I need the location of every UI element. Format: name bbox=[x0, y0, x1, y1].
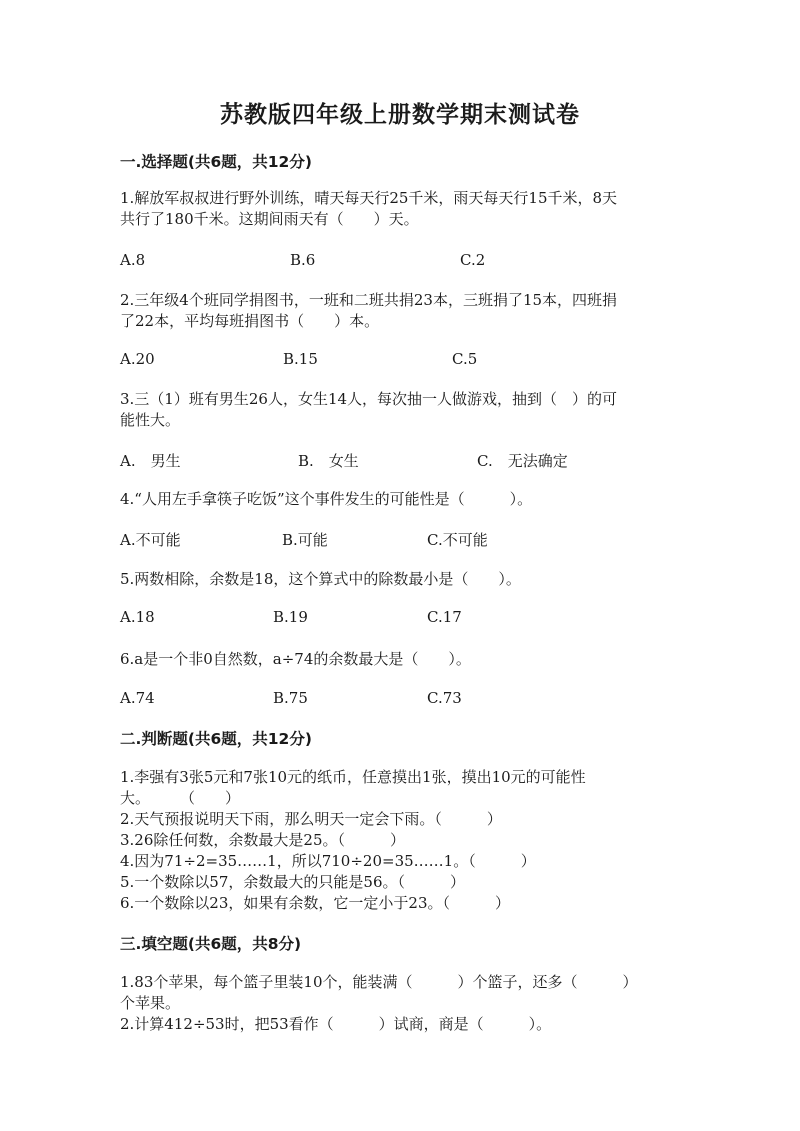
q5-option-c: C.17 bbox=[427, 608, 462, 626]
fill-line-3: 2.计算412÷53时，把53看作（ ）试商，商是（ ）。 bbox=[120, 1015, 552, 1033]
q2-option-a: A.20 bbox=[120, 350, 155, 368]
q6-option-b: B.75 bbox=[273, 689, 308, 707]
q6-option-c: C.73 bbox=[427, 689, 462, 707]
q4-option-b: B.可能 bbox=[282, 531, 328, 549]
q3-option-c: C. 无法确定 bbox=[477, 452, 568, 470]
section-1-heading: 一.选择题(共6题，共12分) bbox=[120, 153, 312, 171]
q3-option-a: A. 男生 bbox=[120, 452, 181, 470]
q1-option-c: C.2 bbox=[460, 251, 486, 269]
q2-line-1: 2.三年级4个班同学捐图书，一班和二班共捐23本，三班捐了15本，四班捐 bbox=[120, 291, 618, 309]
judge-line-2: 大。 （ ） bbox=[120, 789, 241, 807]
q1-option-b: B.6 bbox=[290, 251, 316, 269]
q3-line-1: 3.三（1）班有男生26人，女生14人，每次抽一人做游戏，抽到（ ）的可 bbox=[120, 390, 618, 408]
q4-option-c: C.不可能 bbox=[427, 531, 488, 549]
fill-line-1: 1.83个苹果，每个篮子里装10个，能装满（ ）个篮子，还多（ ） bbox=[120, 973, 638, 991]
q3-option-b: B. 女生 bbox=[298, 452, 359, 470]
q2-option-c: C.5 bbox=[452, 350, 478, 368]
q2-option-b: B.15 bbox=[283, 350, 318, 368]
q4-line-1: 4.“人用左手拿筷子吃饭”这个事件发生的可能性是（ ）。 bbox=[120, 490, 533, 508]
q6-option-a: A.74 bbox=[120, 689, 155, 707]
judge-line-6: 5.一个数除以57，余数最大的只能是56。（ ） bbox=[120, 873, 465, 891]
q1-line-2: 共行了180千米。这期间雨天有（ ）天。 bbox=[120, 210, 419, 228]
fill-line-2: 个苹果。 bbox=[120, 994, 181, 1012]
q5-option-b: B.19 bbox=[273, 608, 308, 626]
q2-line-2: 了22本，平均每班捐图书（ ）本。 bbox=[120, 312, 380, 330]
judge-line-7: 6.一个数除以23，如果有余数，它一定小于23。（ ） bbox=[120, 894, 510, 912]
section-2-heading: 二.判断题(共6题，共12分) bbox=[120, 730, 312, 748]
judge-line-1: 1.李强有3张5元和7张10元的纸币，任意摸出1张，摸出10元的可能性 bbox=[120, 768, 586, 786]
q6-line-1: 6.a是一个非0自然数，a÷74的余数最大是（ ）。 bbox=[120, 650, 471, 668]
q5-line-1: 5.两数相除，余数是18，这个算式中的除数最小是（ ）。 bbox=[120, 570, 521, 588]
q1-option-a: A.8 bbox=[120, 251, 146, 269]
q1-line-1: 1.解放军叔叔进行野外训练，晴天每天行25千米，雨天每天行15千米，8天 bbox=[120, 189, 618, 207]
exam-title: 苏教版四年级上册数学期末测试卷 bbox=[220, 101, 580, 128]
q3-line-2: 能性大。 bbox=[120, 411, 181, 429]
section-3-heading: 三.填空题(共6题，共8分) bbox=[120, 935, 302, 953]
q5-option-a: A.18 bbox=[120, 608, 155, 626]
judge-line-3: 2.天气预报说明天下雨，那么明天一定会下雨。（ ） bbox=[120, 810, 502, 828]
judge-line-5: 4.因为71÷2=35……1，所以710÷20=35……1。（ ） bbox=[120, 852, 536, 870]
judge-line-4: 3.26除任何数，余数最大是25。（ ） bbox=[120, 831, 405, 849]
q4-option-a: A.不可能 bbox=[120, 531, 181, 549]
